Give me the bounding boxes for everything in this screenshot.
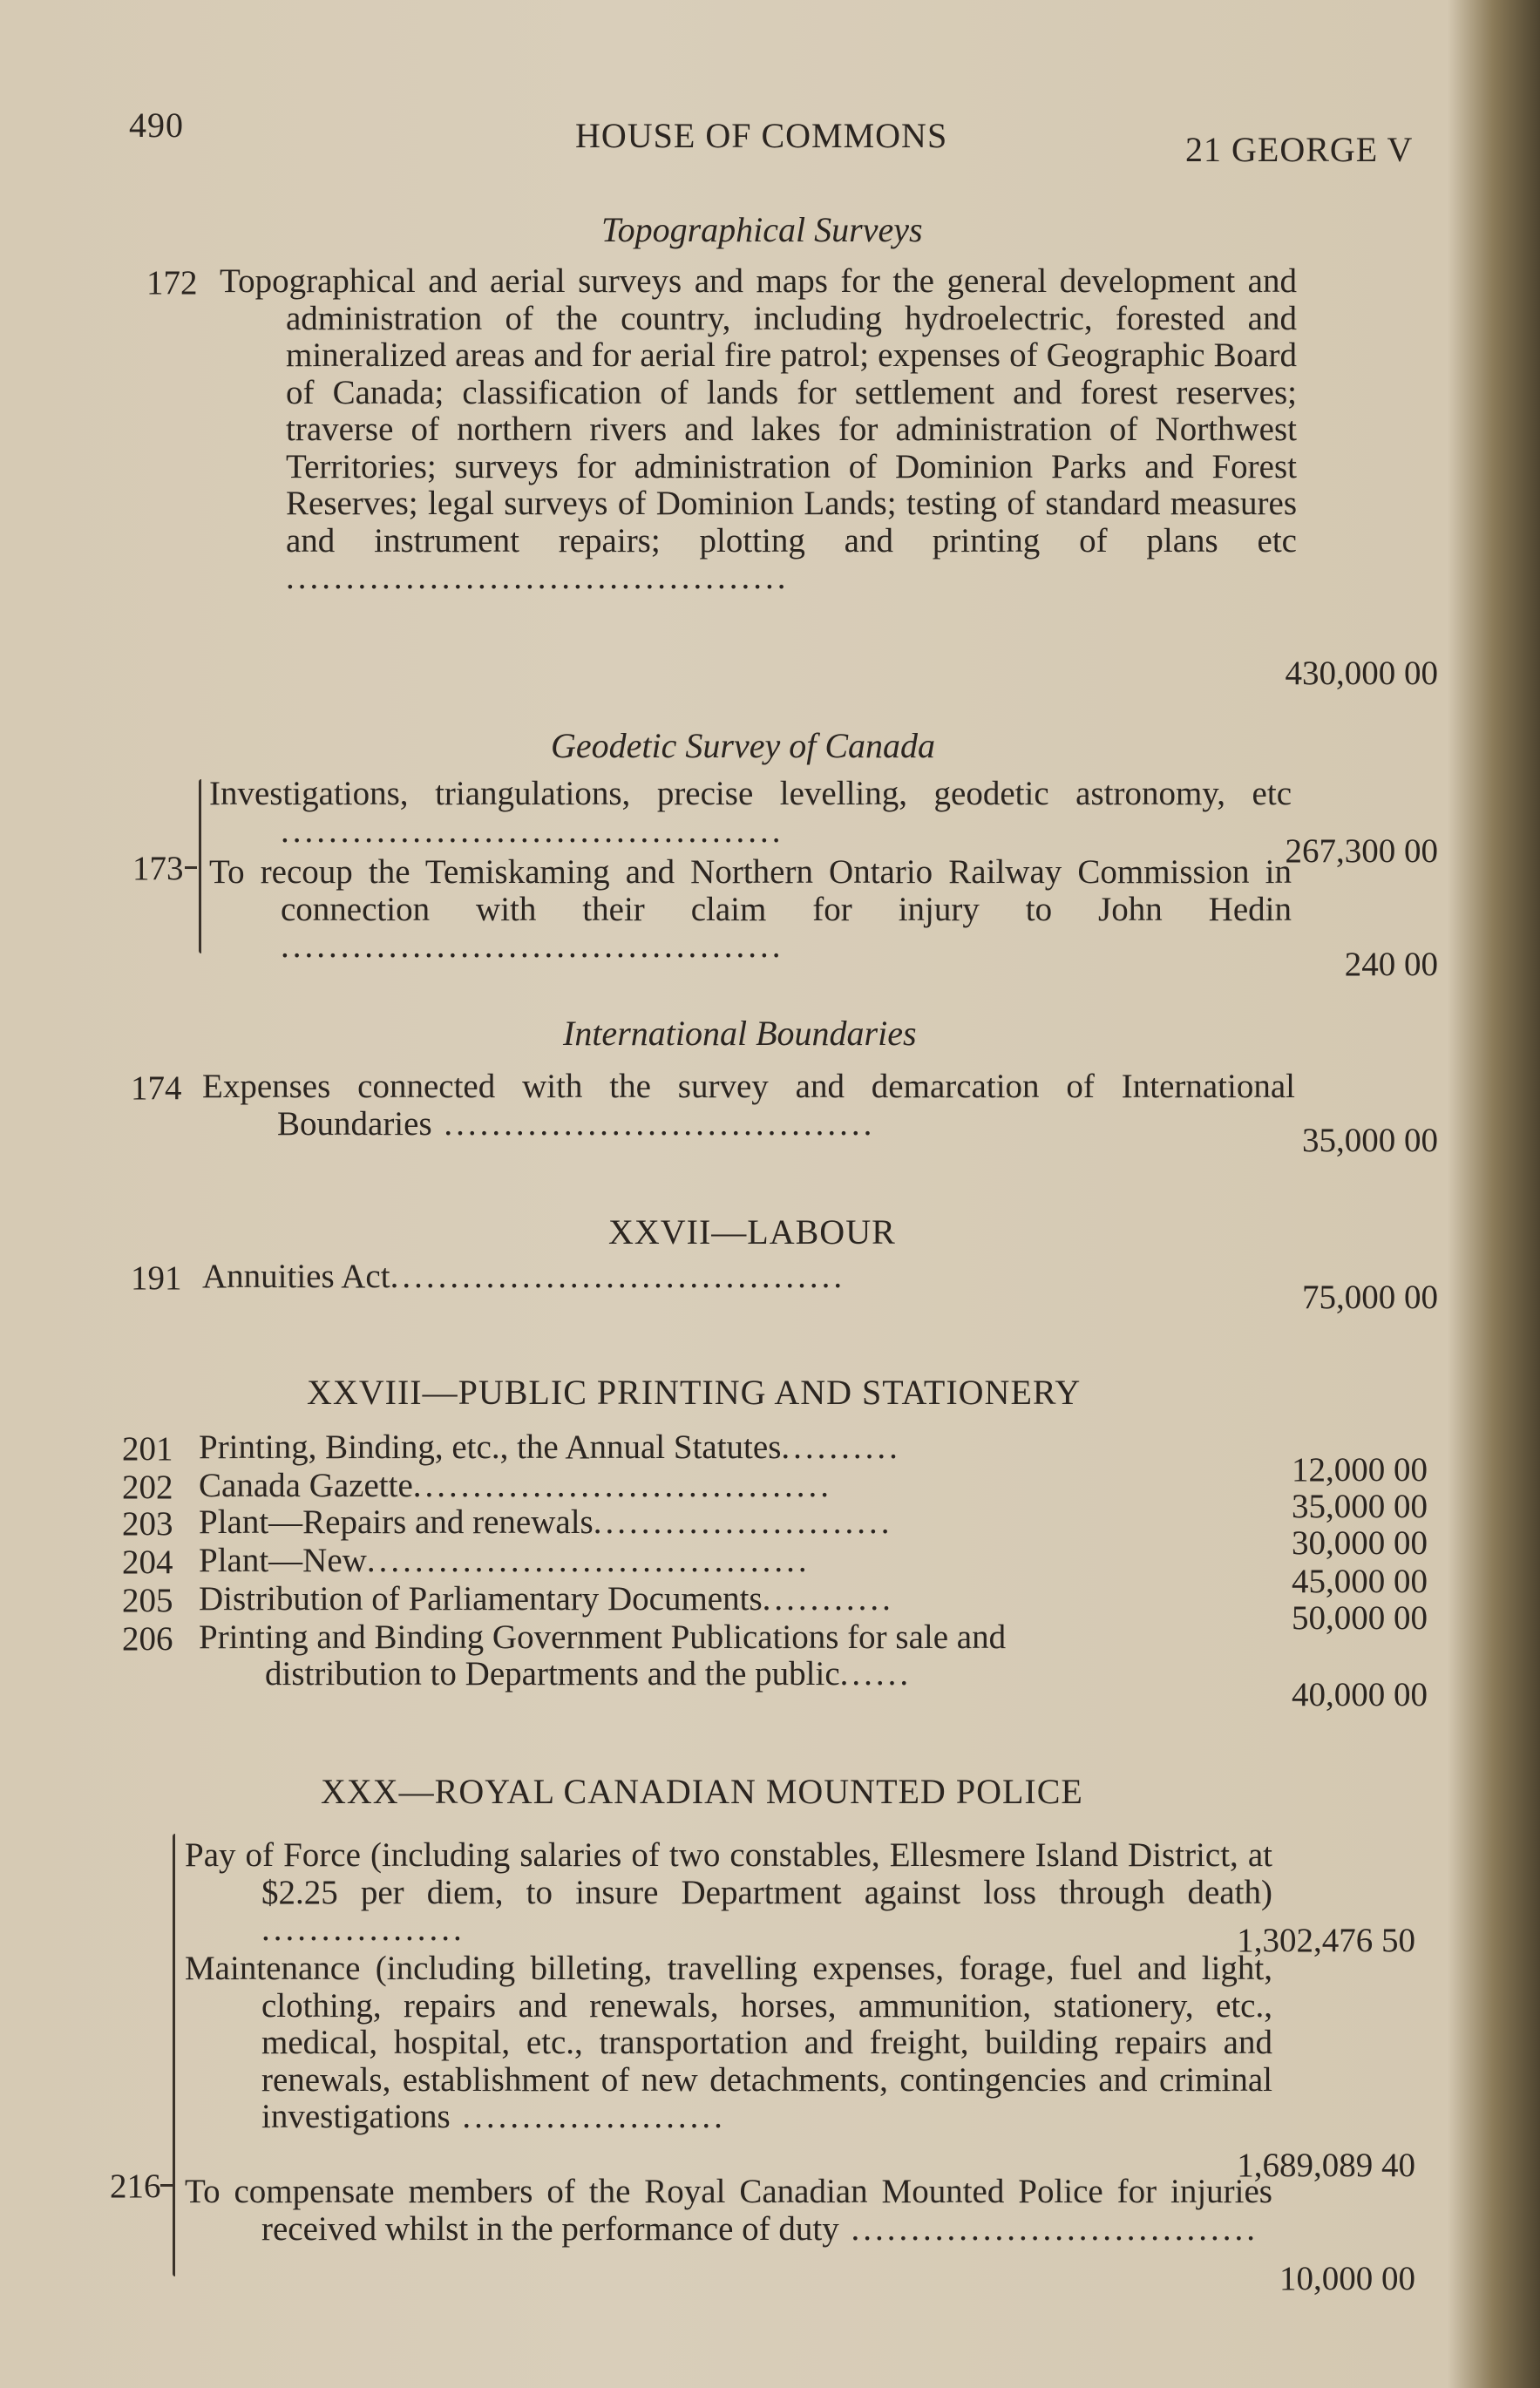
item-172-description: Topographical and aerial surveys and maps for the general development and administration of the country, including hydroelectric, forested and mineralized areas and for aerial fire patrol; expenses of Geographic Board of Canada; classification of lands for settlement and forest reserves; traverse of northern rivers and lakes for administration of Northwest Territories; surveys for administration of Dominion Parks and Forest Reserves; legal surveys of Dominion Lands; testing of standard measures and instrument repairs; plotting and printing of plans etc	[220, 262, 1297, 560]
item-191-description: Annuities Act	[202, 1258, 390, 1295]
section-heading-geodetic: Geodetic Survey of Canada	[551, 726, 935, 765]
item-number-174: 174	[131, 1069, 182, 1107]
item-173b-description: To recoup the Temiskaming and Northern Ontario Railway Commission in connection with their claim for injury to John Hedin	[209, 853, 1292, 928]
section-heading-topographical: Topographical Surveys	[601, 210, 923, 249]
page-title: HOUSE OF COMMONS	[575, 116, 948, 155]
regnal-year: 21 GEORGE V	[1185, 130, 1414, 169]
dot-leader: ..........................................	[281, 811, 784, 850]
item-text-202	[199, 1468, 832, 1505]
item-number-172: 172	[146, 264, 198, 302]
dot-leader: ......................................	[390, 1258, 846, 1295]
item-216a-description: Pay of Force (including salaries of two constables, Ellesmere Island District, at $2.25 per diem, to insure Department against loss through death)	[185, 1836, 1272, 1911]
item-text-216c	[185, 2174, 1272, 2248]
dot-leader: ..........................................	[281, 927, 784, 965]
item-174-description: Expenses connected with the survey and demarcation of International Boundaries	[202, 1068, 1295, 1143]
amount-172: 430,000 00	[1285, 655, 1438, 692]
item-text-172	[220, 263, 1297, 597]
item-text-173b	[209, 854, 1292, 966]
amount-174: 35,000 00	[1302, 1122, 1438, 1159]
item-text-191	[202, 1258, 845, 1296]
brace-173	[199, 779, 201, 953]
item-206-description-cont: distribution to Departments and the public	[265, 1655, 840, 1693]
dot-leader: ...........	[762, 1580, 894, 1618]
amount-216a: 1,302,476 50	[1237, 1922, 1415, 1959]
amount-206: 40,000 00	[1292, 1676, 1428, 1713]
dot-leader: ..................................	[838, 2209, 1259, 2248]
amount-173b: 240 00	[1344, 946, 1438, 983]
section-heading-international: International Boundaries	[563, 1014, 917, 1053]
item-number-191: 191	[131, 1259, 182, 1297]
brace-tick-173	[185, 866, 197, 869]
amount-216b: 1,689,089 40	[1237, 2147, 1415, 2184]
page-number: 490	[129, 105, 184, 145]
brace-tick-216	[160, 2184, 173, 2187]
item-216b-description: Maintenance (including billeting, travelling expenses, forage, fuel and light, clothing, repairs and renewals, horses, ammunition, stationery, etc., medical, hospital, etc., transportation and freight, building repairs and renewals, establishment of new detachments, contingencies and criminal investigations	[185, 1950, 1272, 2135]
item-number-216: 216	[110, 2168, 161, 2205]
item-number-201: 201	[122, 1430, 173, 1468]
dot-leader: ...................................	[412, 1467, 833, 1504]
item-number-206: 206	[122, 1620, 173, 1658]
section-heading-labour: XXVII—LABOUR	[608, 1212, 896, 1252]
item-number-205: 205	[122, 1582, 173, 1619]
amount-203: 30,000 00	[1292, 1524, 1428, 1562]
item-text-216a	[185, 1837, 1272, 1949]
item-text-204	[199, 1543, 811, 1580]
dot-leader: .................	[261, 1910, 465, 1948]
item-202-description: Canada Gazette	[199, 1467, 413, 1504]
dot-leader: ......................	[450, 2098, 726, 2135]
item-number-202: 202	[122, 1469, 173, 1506]
item-text-174	[202, 1068, 1295, 1143]
item-number-204: 204	[122, 1543, 173, 1581]
item-203-description: Plant—Repairs and renewals	[199, 1503, 594, 1541]
item-201-description: Printing, Binding, etc., the Annual Statutes	[199, 1428, 782, 1466]
item-text-201	[199, 1429, 901, 1467]
amount-173a: 267,300 00	[1285, 832, 1438, 870]
amount-201: 12,000 00	[1292, 1451, 1428, 1489]
dot-leader: ..........	[781, 1428, 901, 1466]
section-heading-rcmp: XXX—ROYAL CANADIAN MOUNTED POLICE	[321, 1772, 1083, 1811]
brace-216	[173, 1834, 175, 2276]
amount-216c: 10,000 00	[1279, 2260, 1415, 2297]
dot-leader: .........................	[593, 1503, 893, 1541]
amount-202: 35,000 00	[1292, 1488, 1428, 1525]
amount-205: 50,000 00	[1292, 1599, 1428, 1637]
amount-191: 75,000 00	[1302, 1279, 1438, 1316]
item-text-205	[199, 1581, 894, 1618]
item-205-description: Distribution of Parliamentary Documents	[199, 1580, 763, 1618]
dot-leader: ..........................................	[286, 559, 790, 596]
item-text-206: Printing and Binding Government Publications for sale and	[199, 1618, 1007, 1656]
item-number-173: 173	[132, 850, 184, 887]
dot-leader: ......	[839, 1655, 912, 1693]
item-text-216b	[185, 1950, 1272, 2136]
item-173a-description: Investigations, triangulations, precise levelling, geodetic astronomy, etc	[209, 775, 1292, 812]
item-216c-description: To compensate members of the Royal Canadian Mounted Police for injuries received whilst in the performance of duty	[185, 2173, 1272, 2248]
item-text-203	[199, 1504, 892, 1542]
item-text-206-cont	[265, 1656, 912, 1693]
item-204-description: Plant—New	[199, 1542, 367, 1579]
item-number-203: 203	[122, 1505, 173, 1543]
dot-leader: .....................................	[366, 1542, 811, 1579]
item-text-173a	[209, 776, 1292, 850]
amount-204: 45,000 00	[1292, 1563, 1428, 1600]
dot-leader: ....................................	[431, 1104, 876, 1143]
section-heading-printing: XXVIII—PUBLIC PRINTING AND STATIONERY	[307, 1373, 1082, 1412]
